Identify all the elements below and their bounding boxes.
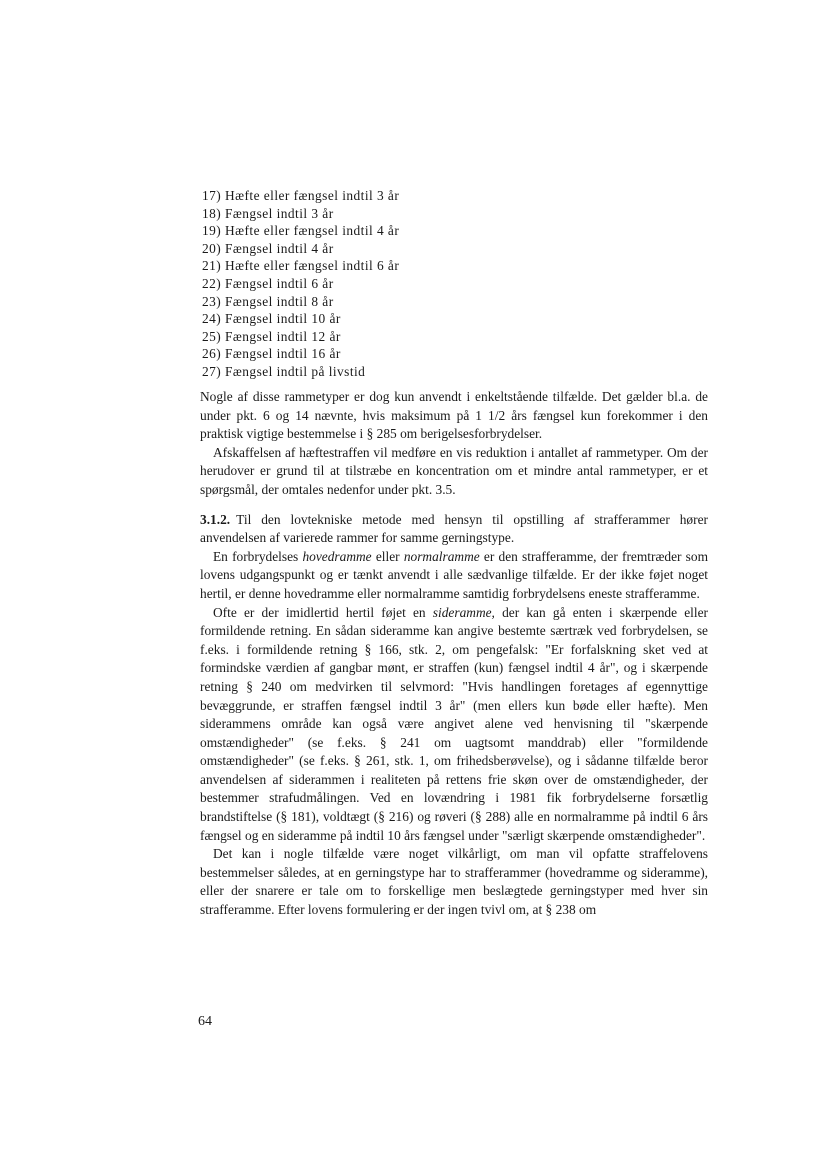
paragraph-text: der kan gå enten i skærpende eller formildende retning. En sådan sideramme kan angive bestemte særtræk ved forbrydelsen, se f.eks. i formildende retning § 166, stk. 2, om pengefalsk: "Er forfalskning sket ved at formindske værdien af gangbar mønt, er straffen (kun) fængsel indtil 4 år", og i skærpende retning § 240 om medvirken til selvmord: "Hvis handlingen foretages af egennyttige bevæggrunde, er straffen fængsel indtil 3 år" (men ellers kun bøde eller hæfte). Men siderammens område kan også være angivet alene ved henvisning til "skærpende omstændigheder" (se f.eks. § 241 om uagtsomt manddrab) eller "formildende omstændigheder" (se f.eks. § 261, stk. 1, om frihedsberøvelse), og i sådanne tilfælde beror anvendelsen af siderammen i realiteten på rettens frie skøn over de omstændigheder, der bestemmer strafudmålingen. Ved en lovændring i 1981 fik forbrydelserne forsætlig brandstiftelse (§ 181), voldtægt (§ 216) og røveri (§ 288) alle en normalramme på indtil 6 års fængsel og en sideramme på indtil 10 års fængsel under "særligt skærpende omstændigheder".	[200, 604, 708, 843]
paragraph-main-frame	[200, 548, 708, 604]
paragraph-two-frames: Det kan i nogle tilfælde være noget vilkårligt, om man vil opfatte straffelovens bestemmelser således, at en gerningstype har to strafferammer (hovedramme og sideramme), eller der snarere er tale om to forskellige men beslægtede gerningstyper med hver sin strafferamme. Efter lovens formulering er der ingen tvivl om, at § 238 om	[200, 846, 708, 918]
paragraph-text: eller	[371, 548, 404, 564]
emphasis-term: normalramme	[403, 548, 480, 564]
paragraph-abolition-of-detention: Afskaffelsen af hæftestraffen vil medføre en vis reduktion i antallet af rammetyper. Om der herudover er grund til at tilstræbe en koncentration om et mindre antal rammetyper, er et spørgsmål, der omtales nedenfor under pkt. 3.5.	[200, 444, 708, 497]
list-item: 27) Fængsel indtil på livstid	[202, 363, 366, 379]
list-item: 17) Hæfte eller fængsel indtil 3 år	[202, 188, 400, 203]
list-item: 18) Fængsel indtil 3 år	[202, 205, 334, 221]
body-text	[200, 388, 708, 920]
list-item: 24) Fængsel indtil 10 år	[202, 311, 341, 327]
page-number: 64	[198, 1014, 212, 1029]
sentence-frame-list	[202, 187, 722, 381]
list-item: 20) Fængsel indtil 4 år	[202, 240, 334, 256]
emphasis-term: hovedramme	[302, 548, 372, 564]
section-intro-text: Til den lovtekniske metode med hensyn til opstilling af strafferammer hører anvendelsen af varierede rammer for samme gerningstype.	[200, 511, 708, 546]
emphasis-term: sideramme,	[432, 604, 495, 620]
paragraph-rare-frame-types: Nogle af disse rammetyper er dog kun anvendt i enkeltstående tilfælde. Det gælder bl.a. de under pkt. 6 og 14 nævnte, hvis maksimum på 1 1/2 års fængsel kun forekommer i den praktisk vigtige bestemmelse i § 285 om berigelsesforbrydelser.	[200, 389, 708, 442]
list-item: 21) Hæfte eller fængsel indtil 6 år	[202, 258, 400, 274]
paragraph-text: En forbrydelses	[213, 548, 303, 564]
list-item: 22) Fængsel indtil 6 år	[202, 275, 334, 291]
list-item: 19) Hæfte eller fængsel indtil 4 år	[202, 223, 400, 239]
paragraph-side-frame	[200, 604, 708, 846]
paragraph-text: Ofte er der imidlertid hertil føjet en	[213, 604, 433, 620]
section-number: 3.1.2.	[200, 511, 231, 527]
list-item: 23) Fængsel indtil 8 år	[202, 293, 334, 309]
list-item: 26) Fængsel indtil 16 år	[202, 346, 341, 362]
section-3-1-2	[200, 511, 708, 548]
paragraph-text: er den strafferamme, der fremtræder som lovens udgangspunkt og er tænkt anvendt i alle sædvanlige tilfælde. Er der ikke føjet noget hertil, er denne hovedramme eller normalramme samtidig forbrydelsens eneste strafferamme.	[200, 548, 708, 601]
list-item: 25) Fængsel indtil 12 år	[202, 328, 341, 344]
